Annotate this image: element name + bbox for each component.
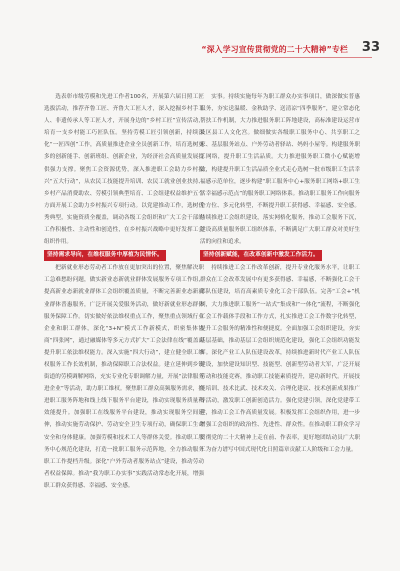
right-text-column: [200, 91, 360, 456]
left-text-column: [44, 91, 204, 492]
page-number: 33: [361, 40, 380, 55]
page-header: [0, 0, 400, 60]
paragraph: 持续推进工会工作改革创新，提升专业化服务水平，让职工群众在工会改革发展中有更多获得感、幸福感，不断强化工会干部队伍建设，培育高素质专业化工会干部队伍。完善“工会+”机制，大力推进职工服务“一站式”集成和“一体化”流程，不断强化工会工作载体手段和工作方式，扎实推进工会工作数字化转型，提升工会服务的精准性和便捷度。全面加强工会组织建设，夯实基层基础，推动基层工会组织规范化建设，强化工会组织功能发挥。深化产业工人队伍建设改革，持续推进新时代产业工人队伍建设，加快建设知识型、技能型、创新型劳动者大军，广泛开展劳动和技能竞赛，推动职工技能素质提升，建功新时代。开展技能培训、技术比武、技术攻关、合理化建议、技术创新成果推广等活动，激发职工创新创造活力。强化党建引领，深化党建带工建，推动工会工作高质量发展。积极发挥工会组织作用，进一步增强工会组织的政治性、先进性、群众性。在推动职工群众学习贯彻党的二十大精神上走在前、作表率，更好地团结动员广大职工为奋力谱写中国式现代化日照篇章贡献工人阶级和工会力量。: [200, 265, 360, 453]
paragraph: 选表彰市级劳模和先进工作者100名，开展第六届日照工匠选拔活动，推荐齐鲁工匠、齐鲁大工匠人才，深入挖掘乡村手工人、非遗传承人等工匠人才，开展身边的“乡村工匠”宣传活动，培育一支乡村能工巧匠队伍。坚持劳模工匠引领创新，持续深化“一匠四创”工作，高质量推进企业全员创新工作，培育选树更多的创新能手、创新班组、创新企业，为经济社会高质量发展提供强力支撑。聚焦工会资源优势，深入推进职工会助力乡村振兴“五大行动”，从农民工技能提升培训、农民工就业创业扶持、乡村产品消费助农、劳模引领典型培育、工会组建权益维护五个方面开展工会助力乡村振兴专项行动。以党建推动工作，选树优秀典型，实施资质全覆盖，调动各级工会组织和广大工会干部的工作积极性、主动性和创造性，在乡村振兴战略中更好发挥工会组织作用。: [44, 94, 204, 246]
paragraph: 把新就业形态劳动者工作放在更加突出的位置，聚焦解决职工急难愁盼问题，做实新业态新就业群体发展服务专项工作组，提高新业态新就业群体工会组织覆盖质量，不断完善新业态新就业群体普惠服务，广泛开展关爱服务活动，做好新就业形态群体服务保障工作。切实做好依法维权重点工作，聚焦重点领域行业企业和职工群体，深化“3+N”模式工作新模式，织密集体协商“四张网”，通过融媒体等多元方式扩大“工会法律在线”覆盖面提升职工依法维权能力。深入实施“四大行动”，建立健全职工维权服务工作长效机制，推动保障职工合法权益。建立延伸到乡镇街道的劳模调解网络，充实专业化专职调解力量，开展“法律服务进企业”等活动，助力职工维权。聚焦职工群众高频服务需求，推进职工服务阵地和线上线下服务平台建设，推动实现服务质量和效能提升。加强职工在线服务平台建设，推动实现服务空间延伸，推动实施劳动保护、劳动安全卫生专项行动，确保职工生命安全和身体健康。加强劳模和技术工人等群体关爱。推动职工服务中心规范化建设，打造一批职工服务示范阵地，全力推动服务职工工作提档升级。深化“户外劳动者服务站点”建设，推动劳动者权益保障。推动“我为职工办实事”实践活动常态化开展，增强职工群众获得感、幸福感、安全感。: [44, 265, 204, 489]
header-divider: [222, 57, 372, 58]
section-highlight-heading: 坚持需求导向，在维权服务中厚植为民情怀。: [44, 250, 166, 261]
paragraph: 实事。持续实施每年为职工群众办实事项目，做深做实普惠服务，夯实送温暖、金秋助学、送清凉“四季服务”，建立常态化帮扶工作机制，大力推进服务职工阵地建设，高标准建设运营市及区县工人文化宫。做细做实各级职工服务中心、共享职工之家、基层服务站点、户外劳动者驿站、妈妈小屋等。构建服务职工网络，提升职工生活品质。大力推进服务职工微小心赋能增效，构建提升职工生活品质全业式走心选树一批市级职工生活幸福感示范单位，逐步构建“职工服务中心+服务职工网络+职工生活幸福感示范点”的服务职工网络体系。推动职工服务工作向服务全方位、多元化转型，不断提升职工获得感、幸福感、安全感。持续推进工会组织建设，落实网格化服务，推动工会服务下沉，建设高质量服务职工组织体系，不断满足广大职工群众对美好生活的向往和追求。: [200, 94, 360, 246]
column-tagline: “深入学习宣传贯彻党的二十大精神”专栏: [201, 45, 348, 54]
section-highlight-heading: 坚持创新赋能，在改革创新中激发工作活力。: [200, 250, 322, 261]
